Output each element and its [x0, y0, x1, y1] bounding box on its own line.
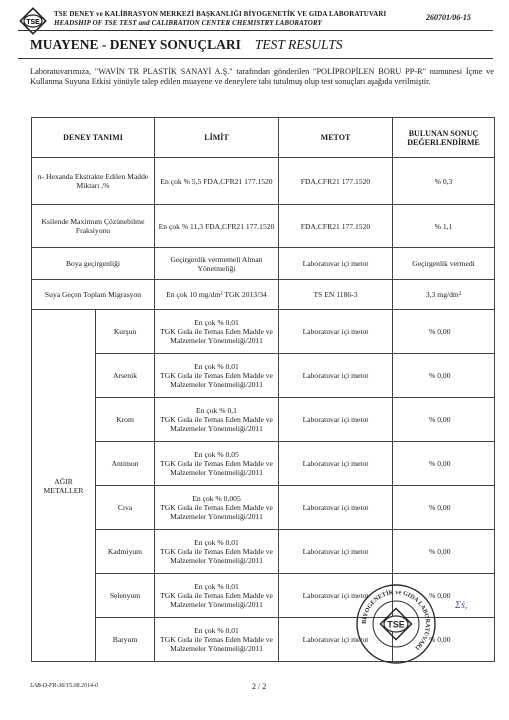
- metal-method: Laboratuvar içi metot: [279, 486, 393, 530]
- page-title-en: TEST RESULTS: [254, 37, 343, 52]
- metal-limit-body: TGK Gıda ile Temas Eden Madde ve Malzemeler Yönetmeliği/2011: [160, 635, 273, 653]
- metal-limit: [155, 486, 279, 530]
- laboratory-stamp-icon: [355, 583, 437, 665]
- metal-limit-body: TGK Gıda ile Temas Eden Madde ve Malzemeler Yönetmeliği/2011: [160, 547, 273, 565]
- metal-name: Kadmiyum: [96, 530, 155, 574]
- metal-method: Laboratuvar içi metot: [279, 530, 393, 574]
- metal-row: [32, 354, 495, 398]
- signature: Σś,: [455, 600, 468, 611]
- table-row: [32, 248, 495, 280]
- metal-result: % 0,00: [393, 574, 495, 618]
- metal-row: [32, 486, 495, 530]
- metal-result: % 0,00: [393, 354, 495, 398]
- metal-limit-head: En çok % 0,005: [192, 494, 241, 503]
- metal-limit-head: En çok % 0,05: [194, 450, 239, 459]
- row-method: Laboratuvar içi metot: [279, 248, 393, 280]
- metal-limit: [155, 354, 279, 398]
- row-result: Geçirgenlik vermedi: [393, 248, 495, 280]
- header-test: DENEY TANIMI: [32, 118, 155, 158]
- table-header-row: [32, 118, 495, 158]
- row-method: FDA,CFR21 177.1520: [279, 158, 393, 205]
- metal-limit-head: En çok % 0,01: [194, 626, 239, 635]
- metal-limit-body: TGK Gıda ile Temas Eden Madde ve Malzemeler Yönetmeliği/2011: [160, 415, 273, 433]
- header-divider: [18, 30, 493, 31]
- row-method: FDA,CFR21 177.1520: [279, 205, 393, 248]
- metal-result: % 0,00: [393, 310, 495, 354]
- header-method: METOT: [279, 118, 393, 158]
- tse-logo-icon: [18, 6, 48, 36]
- row-result: % 1,1: [393, 205, 495, 248]
- page-title: [30, 37, 343, 53]
- stamp-center: TSE: [387, 619, 405, 630]
- metal-limit: [155, 442, 279, 486]
- metal-limit: [155, 310, 279, 354]
- row-test: Boya geçirgenliği: [32, 248, 155, 280]
- table-row: [32, 280, 495, 310]
- document-number: 260701/06-15: [426, 13, 471, 22]
- row-limit: Geçirgenlik vermemeli Alman Yönetmeliği: [155, 248, 279, 280]
- metal-limit-body: TGK Gıda ile Temas Eden Madde ve Malzemeler Yönetmeliği/2011: [160, 371, 273, 389]
- metal-limit-body: TGK Gıda ile Temas Eden Madde ve Malzemeler Yönetmeliği/2011: [160, 459, 273, 477]
- metal-limit-head: En çok % 0,01: [194, 582, 239, 591]
- table-row: [32, 158, 495, 205]
- metal-result: % 0,00: [393, 442, 495, 486]
- page-title-tr: MUAYENE - DENEY SONUÇLARI: [30, 37, 241, 52]
- heavy-metals-label: AĞIR METALLER: [32, 310, 96, 662]
- table-row: [32, 205, 495, 248]
- row-limit: En çok 10 mg/dm² TGK 2013/34: [155, 280, 279, 310]
- metal-result: % 0,00: [393, 486, 495, 530]
- metal-name: Arsenik: [96, 354, 155, 398]
- metal-result: % 0,00: [393, 530, 495, 574]
- metal-limit: [155, 530, 279, 574]
- metal-limit-head: En çok % 0,1: [196, 406, 237, 415]
- title-divider: [18, 58, 493, 59]
- metal-name: Cıva: [96, 486, 155, 530]
- logo-text: TSE: [26, 19, 40, 26]
- metal-name: Krom: [96, 398, 155, 442]
- metal-method: Laboratuvar içi metot: [279, 398, 393, 442]
- row-method: TS EN 1186-3: [279, 280, 393, 310]
- metal-method: Laboratuvar içi metot: [279, 442, 393, 486]
- metal-limit-body: TGK Gıda ile Temas Eden Madde ve Malzemeler Yönetmeliği/2011: [160, 327, 273, 345]
- metal-name: Baryum: [96, 618, 155, 662]
- row-result: 3,3 mg/dm²: [393, 280, 495, 310]
- metal-limit-body: TGK Gıda ile Temas Eden Madde ve Malzemeler Yönetmeliği/2011: [160, 591, 273, 609]
- page-number: 2 / 2: [252, 682, 267, 691]
- row-test: Suya Geçen Toplam Migrasyon: [32, 280, 155, 310]
- metal-name: Kurşun: [96, 310, 155, 354]
- metal-method: Laboratuvar içi metot: [279, 354, 393, 398]
- metal-name: Selenyum: [96, 574, 155, 618]
- metal-row: [32, 442, 495, 486]
- metal-limit: [155, 398, 279, 442]
- intro-paragraph: Laboratuvarımıza, "WAVİN TR PLASTİK SANAYİ A.Ş." tarafından gönderilen "POLİPROPİLEN BORU PP-R" numunesi İçme ve Kullanma Suyuna Etkisi yönüyle talep edilen muayene ve deneylere tabi tutulmuş olup test sonuçları aşağıda verilmiştir.: [30, 67, 494, 86]
- metal-method: Laboratuvar içi metot: [279, 618, 393, 662]
- header-title-tr: TSE DENEY ve KALİBRASYON MERKEZİ BAŞKANLIĞI BİYOGENETİK VE GIDA LABORATUVARI: [54, 10, 387, 18]
- row-limit: En çok % 11,3 FDA,CFR21 177.1520: [155, 205, 279, 248]
- stamp-text: BİYOGENETİK ve GIDA LABORATUVARI: [360, 588, 432, 652]
- header-limit: LİMİT: [155, 118, 279, 158]
- metal-result: % 0,00: [393, 618, 495, 662]
- metal-limit: [155, 618, 279, 662]
- row-limit: En çok % 5,5 FDA,CFR21 177.1520: [155, 158, 279, 205]
- metal-method: Laboratuvar içi metot: [279, 574, 393, 618]
- metal-row: [32, 530, 495, 574]
- metal-limit-body: TGK Gıda ile Temas Eden Madde ve Malzemeler Yönetmeliği/2011: [160, 503, 273, 521]
- metal-row: [32, 398, 495, 442]
- metal-method: Laboratuvar içi metot: [279, 310, 393, 354]
- row-test: n- Hexanda Ekstrakte Edilen Madde Miktarı ,%: [32, 158, 155, 205]
- metal-name: Antimon: [96, 442, 155, 486]
- header-result: BULUNAN SONUÇ DEĞERLENDİRME: [393, 118, 495, 158]
- header-title-en: HEADSHIP OF TSE TEST and CALIBRATION CENTER CHEMISTRY LABORATORY: [54, 19, 322, 27]
- row-result: % 0,3: [393, 158, 495, 205]
- metal-limit-head: En çok % 0,01: [194, 538, 239, 547]
- form-code: LAB-D-FR-36/15.08.2014-0: [30, 683, 98, 689]
- results-table: [31, 117, 495, 662]
- metal-limit-head: En çok % 0,01: [194, 318, 239, 327]
- metal-result: % 0,00: [393, 398, 495, 442]
- metal-limit: [155, 574, 279, 618]
- metal-row: [32, 310, 495, 354]
- row-test: Ksilende Maximum Çözünebilme Fraksiyonu: [32, 205, 155, 248]
- metal-limit-head: En çok % 0,01: [194, 362, 239, 371]
